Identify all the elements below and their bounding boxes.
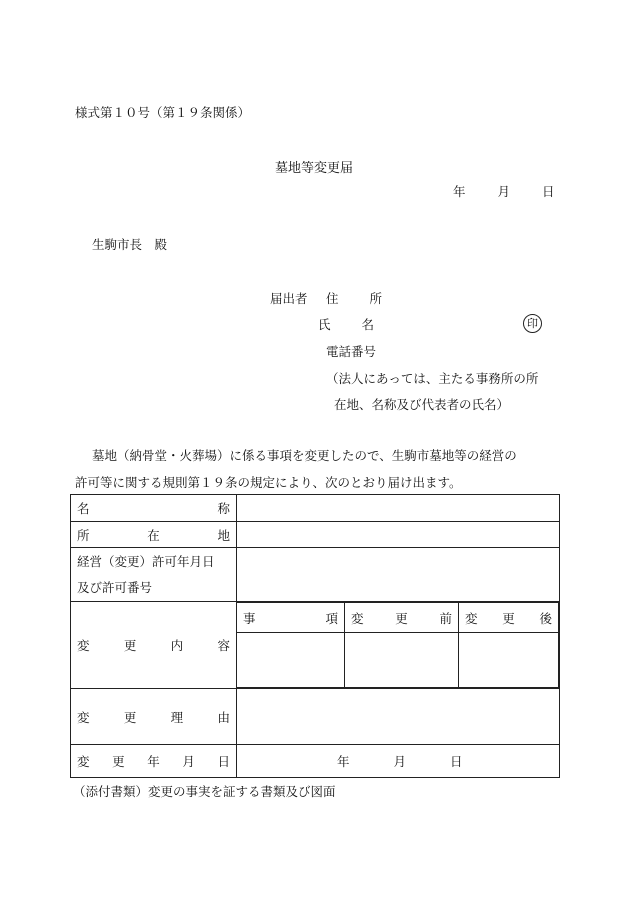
form-number: 様式第１０号（第１９条関係） xyxy=(75,105,251,120)
item-input-cell[interactable] xyxy=(237,633,345,688)
corporate-note-line2: 在地、名称及び代表者の氏名） xyxy=(334,397,510,412)
date-month: 月 xyxy=(497,184,511,199)
header-char: 変 xyxy=(351,610,364,626)
permit-label-line1: 経営（変更）許可年月日 xyxy=(77,553,215,569)
address-label xyxy=(326,289,382,307)
date-year: 年 xyxy=(453,184,466,199)
label-char: 年 xyxy=(147,754,160,769)
label-char: 称 xyxy=(217,501,230,516)
name-row-label xyxy=(71,495,237,522)
header-char: 更 xyxy=(395,610,408,626)
label-char: 更 xyxy=(112,754,125,769)
reason-row-label xyxy=(71,689,237,745)
before-input-cell[interactable] xyxy=(345,633,459,688)
corporate-note-line1: （法人にあっては、主たる事務所の所 xyxy=(326,371,539,386)
body-text-line1: 墓地（納骨堂・火葬場）に係る事項を変更したので、生駒市墓地等の経営の xyxy=(92,448,517,463)
header-char: 後 xyxy=(539,610,552,626)
address-label-char: 住 xyxy=(326,291,339,306)
label-char: 変 xyxy=(77,638,90,653)
label-char: 由 xyxy=(217,709,230,725)
applicant-label: 届出者 xyxy=(270,291,308,306)
label-char: 理 xyxy=(170,709,184,725)
date-day: 日 xyxy=(542,184,555,199)
label-char: 更 xyxy=(123,709,137,725)
change-date-input-cell[interactable] xyxy=(237,745,560,778)
date-header xyxy=(453,182,555,200)
label-char: 地 xyxy=(217,527,230,543)
attachment-note: （添付書類）変更の事実を証する書類及び図面 xyxy=(73,784,336,799)
permit-input-cell[interactable] xyxy=(237,548,560,602)
header-char: 更 xyxy=(502,610,515,626)
label-char: 名 xyxy=(77,501,90,516)
name-input-cell[interactable] xyxy=(237,495,560,522)
label-char: 変 xyxy=(77,754,90,769)
change-date-day: 日 xyxy=(450,754,463,769)
change-form-table xyxy=(70,494,560,778)
change-date-label xyxy=(71,745,237,778)
name-label xyxy=(318,315,374,333)
label-char: 変 xyxy=(77,709,90,725)
after-header xyxy=(459,603,559,633)
permit-row-label xyxy=(71,548,237,602)
change-content-cell xyxy=(237,602,560,689)
name-label-char: 氏 xyxy=(318,317,331,332)
label-char: 内 xyxy=(170,638,184,653)
header-char: 事 xyxy=(243,610,256,626)
page-title: 墓地等変更届 xyxy=(275,161,354,176)
label-char: 在 xyxy=(147,527,160,543)
label-char: 月 xyxy=(182,754,195,769)
addressee: 生駒市長 殿 xyxy=(92,237,168,252)
label-char: 所 xyxy=(77,527,90,543)
header-char: 変 xyxy=(465,610,478,626)
permit-label-line2: 及び許可番号 xyxy=(77,579,153,595)
label-char: 日 xyxy=(217,754,230,769)
label-char: 容 xyxy=(217,638,230,653)
change-content-subtable xyxy=(237,602,559,688)
header-char: 前 xyxy=(439,610,452,626)
name-label-char: 名 xyxy=(361,317,374,332)
before-header xyxy=(345,603,459,633)
after-input-cell[interactable] xyxy=(459,633,559,688)
change-date-month: 月 xyxy=(393,754,407,769)
header-char: 項 xyxy=(325,610,338,626)
change-content-label xyxy=(71,602,237,689)
body-text-line2: 許可等に関する規則第１９条の規定により、次のとおり届け出ます。 xyxy=(75,475,462,490)
address-label-char: 所 xyxy=(369,291,382,306)
seal-mark: 印 xyxy=(523,314,542,333)
change-date-year: 年 xyxy=(337,754,350,769)
location-input-cell[interactable] xyxy=(237,522,560,548)
item-header xyxy=(237,603,345,633)
reason-input-cell[interactable] xyxy=(237,689,560,745)
location-row-label xyxy=(71,522,237,548)
phone-label: 電話番号 xyxy=(326,344,377,359)
label-char: 更 xyxy=(123,638,137,653)
